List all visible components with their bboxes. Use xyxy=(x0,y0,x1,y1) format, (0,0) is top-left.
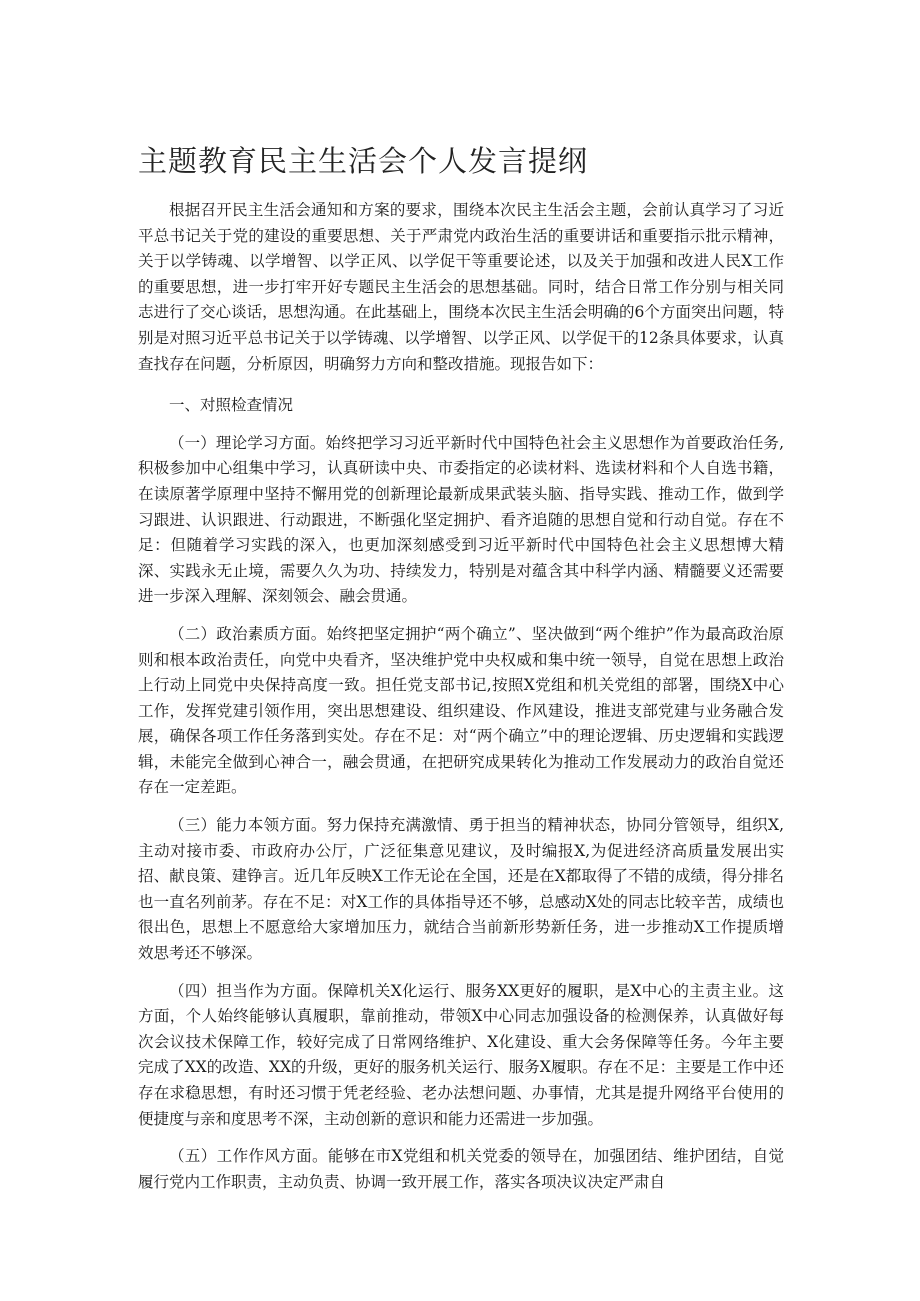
paragraph-responsibility: （四）担当作为方面。保障机关X化运行、服务XX更好的履职，是X中心的主责主业。这方面，个人始终能够认真履职，靠前推动，带领X中心同志加强设备的检测保养，认真做好每次会议技术保障工作，较好完成了日常网络维护、X化建设、重大会务保障等任务。今年主要完成了XX的改造、XX的升级，更好的服务机关运行、服务X履职。存在不足：主要是工作中还存在求稳思想，有时还习惯于凭老经验、老办法想问题、办事情，尤其是提升网络平台使用的便捷度与亲和度思考不深，主动创新的意识和能力还需进一步加强。 xyxy=(138,981,784,1128)
paragraph-political-quality: （二）政治素质方面。始终把坚定拥护“两个确立”、坚决做到“两个维护”作为最高政治原则和根本政治责任，向党中央看齐，坚决维护党中央权威和集中统一领导，自觉在思想上政治上行动上同党中央保持高度一致。担任党支部书记,按照X党组和机关党组的部署，围绕X中心工作，发挥党建引领作用，突出思想建设、组织建设、作风建设，推进支部党建与业务融合发展，确保各项工作任务落到实处。存在不足：对“两个确立”中的理论逻辑、历史逻辑和实践逻辑，未能完全做到心神合一，融会贯通，在把研究成果转化为推动工作发展动力的政治自觉还存在一定差距。 xyxy=(138,624,784,797)
document-title: 主题教育民主生活会个人发言提纲 xyxy=(138,144,589,178)
document-page xyxy=(138,0,784,1301)
document-body xyxy=(138,198,784,1195)
paragraph-work-style: （五）工作作风方面。能够在市X党组和机关党委的领导在，加强团结、维护团结，自觉履行党内工作职责，主动负责、协调一致开展工作，落实各项决议决定严肃自 xyxy=(138,1147,784,1191)
section-heading-1: 一、对照检查情况 xyxy=(169,396,294,415)
paragraph-theory-study: （一）理论学习方面。始终把学习习近平新时代中国特色社会主义思想作为首要政治任务,积极参加中心组集中学习，认真研读中央、市委指定的必读材料、选读材料和个人自选书籍，在读原著学原理中坚持不懈用党的创新理论最新成果武装头脑、指导实践、推动工作，做到学习跟进、认识跟进、行动跟进，不断强化坚定拥护、看齐追随的思想自觉和行动自觉。存在不足：但随着学习实践的深入，也更加深刻感受到习近平新时代中国特色社会主义思想博大精深、实践永无止境，需要久久为功、持续发力，特别是对蕴含其中科学内涵、精髓要义还需要进一步深入理解、深刻领会、融会贯通。 xyxy=(138,433,784,606)
paragraph-capability: （三）能力本领方面。努力保持充满激情、勇于担当的精神状态，协同分管领导，组织X,主动对接市委、市政府办公厅，广泛征集意见建议，及时编报X,为促进经济高质量发展出实招、献良策、建铮言。近几年反映X工作无论在全国，还是在X都取得了不错的成绩，得分排名也一直名列前茅。存在不足：对X工作的具体指导还不够，总感动X处的同志比较辛苦，成绩也很出色，思想上不愿意给大家增加压力，就结合当前新形势新任务，进一步推动X工作提质增效思考还不够深。 xyxy=(138,816,784,963)
intro-paragraph: 根据召开民主生活会通知和方案的要求，围绕本次民主生活会主题，会前认真学习了习近平总书记关于党的建设的重要思想、关于严肃党内政治生活的重要讲话和重要指示批示精神，关于以学铸魂、以学增智、以学正风、以学促干等重要论述，以及关于加强和改进人民X工作的重要思想，进一步打牢开好专题民主生活会的思想基础。同时，结合日常工作分别与相关同志进行了交心谈话，思想沟通。在此基础上，围绕本次民主生活会明确的6个方面突出问题，特别是对照习近平总书记关于以学铸魂、以学增智、以学正风、以学促干的12条具体要求，认真查找存在问题，分析原因，明确努力方向和整改措施。现报告如下： xyxy=(138,201,784,373)
